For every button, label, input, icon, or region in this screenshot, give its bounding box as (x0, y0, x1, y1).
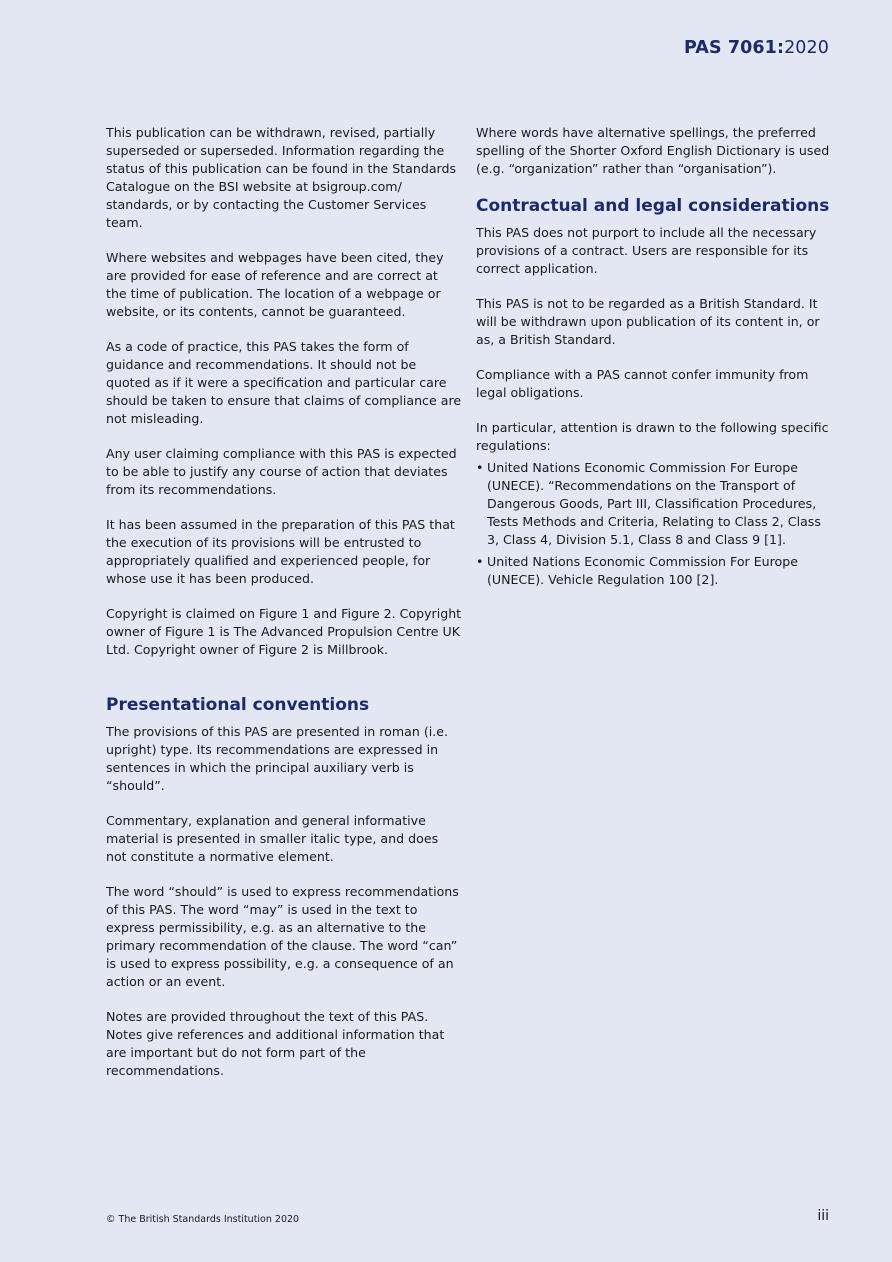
contractual-legal-heading: Contractual and legal considerations (476, 196, 830, 216)
commentary-paragraph: Commentary, explanation and general informative material is presented in smaller italic type, and does not constitute a normative element. (106, 813, 439, 864)
copyright-paragraph: Copyright is claimed on Figure 1 and Figure 2. Copyright owner of Figure 1 is The Advanced Propulsion Centre UK Ltd. Copyright owner of Figure 2 is Millbrook. (106, 606, 462, 657)
list-item: • United Nations Economic Commission For Europe (UNECE). “Recommendations on the Transport of Dangerous Goods, Part III, Classification Procedures, Tests Methods and Criteria, Relating to Class 2, Class 3, Class 4, Division 5.1, Class 8 and Class 9 [1]. (476, 459, 832, 549)
presentational-conventions-heading: Presentational conventions (106, 695, 370, 715)
list-item: • United Nations Economic Commission For Europe (UNECE). Vehicle Regulation 100 [2]. (476, 553, 832, 589)
page-number: iii (817, 1208, 829, 1224)
should-may-can-paragraph: The word “should” is used to express recommendations of this PAS. The word “may” is used in the text to express permissibility, e.g. as an alternative to the primary recommendation of the clause. The word “can” is used to express possibility, e.g. a consequence of an action or an event. (106, 884, 459, 989)
assumption-paragraph: It has been assumed in the preparation of this PAS that the execution of its provisions will be entrusted to appropriately qualified and experienced people, for whose use it has been produced. (106, 517, 455, 586)
not-british-standard-paragraph: This PAS is not to be regarded as a British Standard. It will be withdrawn upon publication of its content in, or as, a British Standard. (476, 296, 820, 347)
right-column (476, 124, 832, 593)
footer-copyright: © The British Standards Institution 2020 (106, 1214, 300, 1225)
contract-provisions-paragraph: This PAS does not purport to include all the necessary provisions of a contract. Users are responsible for its correct application. (476, 225, 817, 276)
spelling-paragraph: Where words have alternative spellings, the preferred spelling of the Shorter Oxford English Dictionary is used (e.g. “organization” rather than “organisation”). (476, 125, 830, 176)
regulations-list (476, 459, 832, 589)
regulations-intro-paragraph: In particular, attention is drawn to the following specific regulations: (476, 420, 829, 453)
websites-paragraph: Where websites and webpages have been cited, they are provided for ease of reference and are correct at the time of publication. The location of a webpage or website, or its contents, cannot be guaranteed. (106, 250, 444, 319)
document-year: 2020 (784, 38, 829, 58)
roman-type-paragraph: The provisions of this PAS are presented in roman (i.e. upright) type. Its recommendations are expressed in sentences in which the principal auxiliary verb is “should”. (106, 724, 449, 793)
compliance-paragraph: Any user claiming compliance with this PAS is expected to be able to justify any course of action that deviates from its recommendations. (106, 446, 457, 497)
document-id-header (684, 38, 829, 58)
code-of-practice-paragraph: As a code of practice, this PAS takes the form of guidance and recommendations. It should not be quoted as if it were a specification and particular care should be taken to ensure that claims of compliance are not misleading. (106, 339, 462, 426)
withdrawal-paragraph: This publication can be withdrawn, revised, partially superseded or superseded. Information regarding the status of this publication can be found in the Standards Catalogue on the BSI website at bsigroup.com/ standards, or by contacting the Customer Services team. (106, 125, 457, 230)
notes-paragraph: Notes are provided throughout the text of this PAS. Notes give references and additional information that are important but do not form part of the recommendations. (106, 1009, 445, 1078)
document-id: PAS 7061: (683, 38, 785, 58)
left-column (106, 124, 462, 1097)
immunity-paragraph: Compliance with a PAS cannot confer immunity from legal obligations. (476, 367, 809, 400)
